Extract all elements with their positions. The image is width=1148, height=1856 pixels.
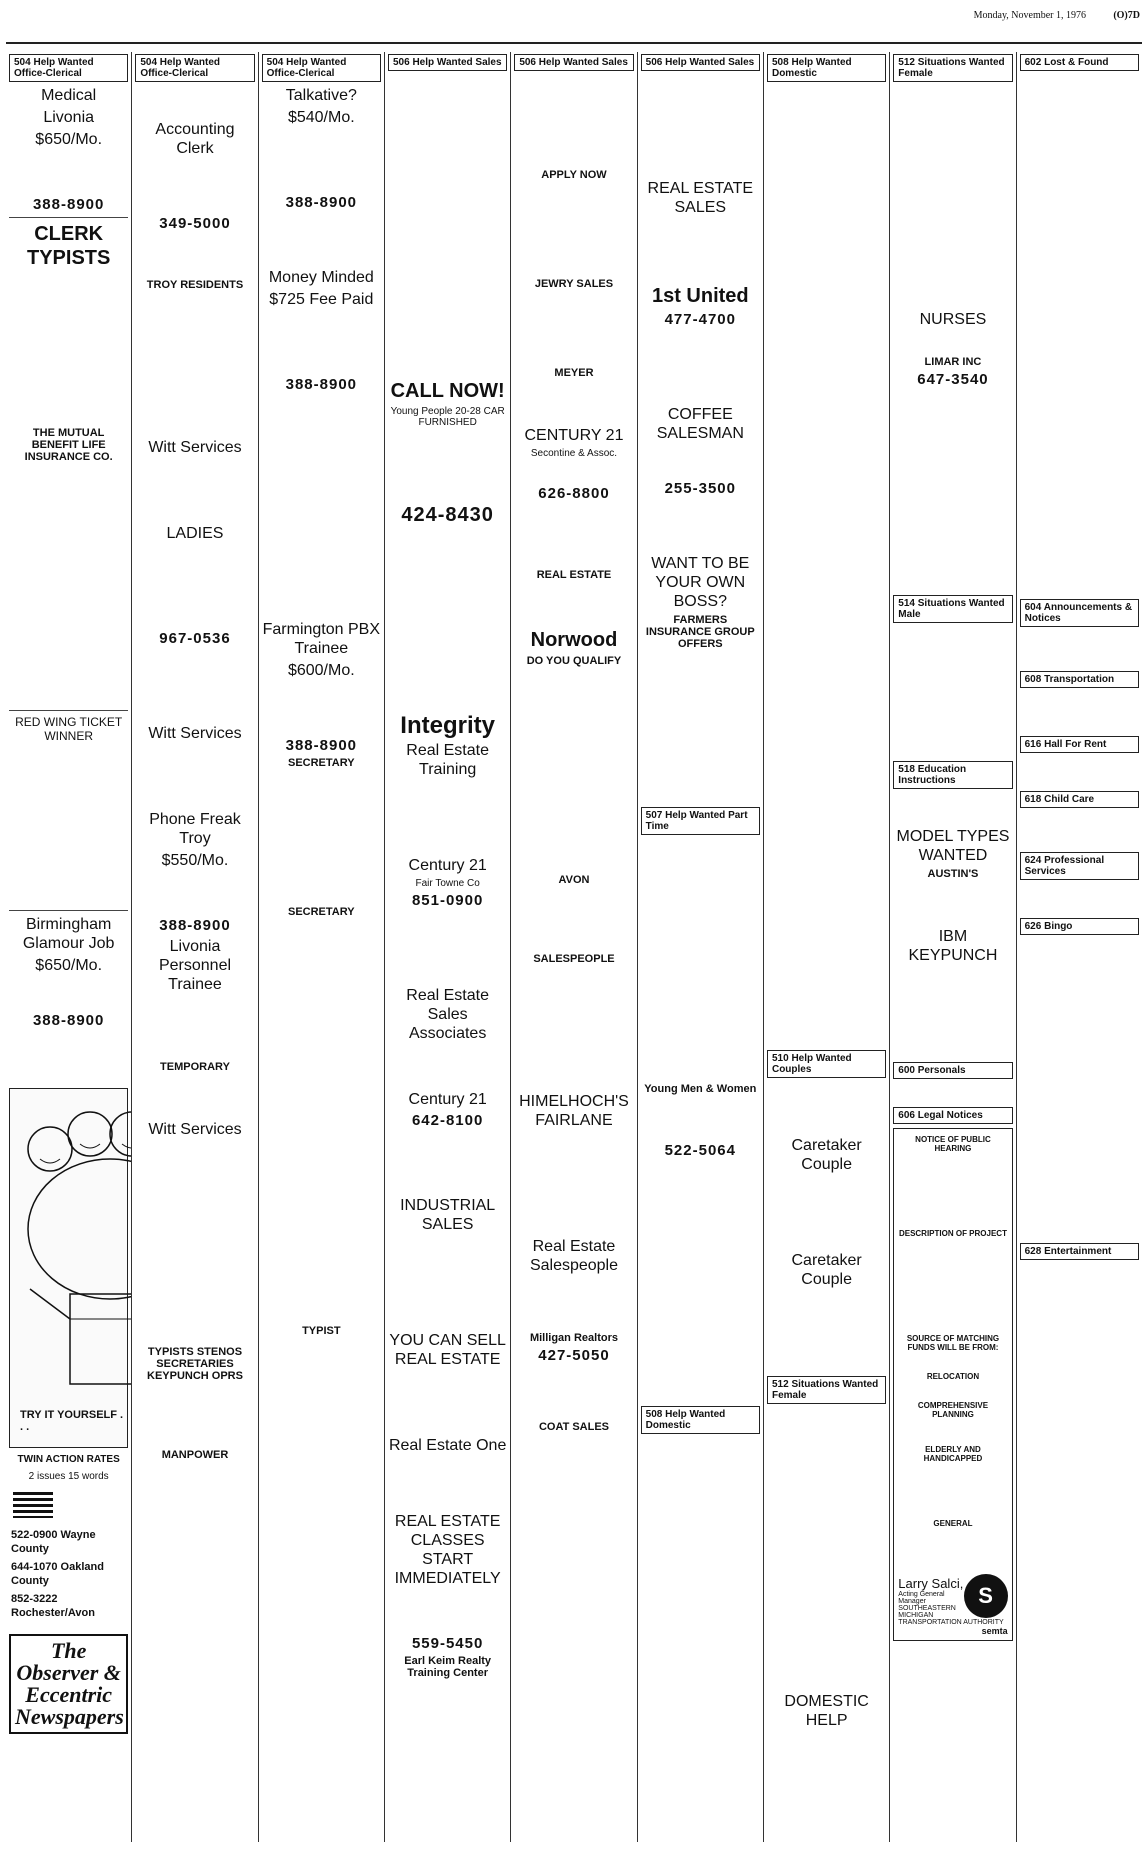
ad-subhead: Fair Towne Co	[415, 878, 480, 889]
ad-fineprint	[135, 650, 254, 720]
ad-fineprint	[898, 1240, 1007, 1330]
ad-headline: YOU CAN SELL REAL ESTATE	[389, 1332, 506, 1368]
ad-firm: MANPOWER	[161, 1449, 229, 1461]
section-number: 506	[519, 57, 536, 68]
ad-fineprint	[135, 1385, 254, 1445]
ad-fineprint	[514, 968, 633, 1088]
ad-fineprint	[135, 294, 254, 434]
ad-firm: REAL ESTATE	[536, 569, 612, 581]
notice-signer-title: Acting General Manager	[898, 1591, 945, 1605]
section-header	[767, 1050, 886, 1078]
ad-firm: THE MUTUAL BENEFIT LIFE INSURANCE CO.	[24, 427, 113, 463]
ad-fineprint	[9, 152, 128, 192]
illustration-caption: TRY IT YOURSELF . . .	[20, 1409, 124, 1433]
ad-fineprint	[898, 1354, 1007, 1368]
ad-fineprint	[893, 391, 1012, 591]
notice-section: SOURCE OF MATCHING FUNDS WILL BE FROM:	[906, 1334, 1000, 1352]
section-title: Legal Notices	[917, 1110, 983, 1121]
ad-fineprint	[514, 293, 633, 363]
ad-fineprint	[893, 86, 1012, 306]
section-title: Situations Wanted Female	[771, 1379, 879, 1401]
ad-phone: 626-8800	[538, 485, 610, 502]
ad-fineprint	[388, 75, 507, 375]
ad-phone: 642-8100	[411, 1112, 484, 1129]
divider	[9, 710, 128, 711]
ad-fineprint	[893, 793, 1012, 823]
ad-fineprint	[388, 530, 507, 710]
ad-fineprint	[135, 235, 254, 275]
ad-fineprint	[767, 1177, 886, 1247]
ad-phone: 851-0900	[411, 892, 484, 909]
ad-firm: LIMAR INC	[924, 356, 982, 368]
ad-fineprint	[135, 873, 254, 913]
section-number: 508	[645, 1409, 663, 1420]
ad-fineprint	[767, 1733, 886, 1793]
ad-headline: COFFEE SALESMAN	[656, 406, 744, 442]
ad-fineprint	[388, 1046, 507, 1086]
ad-fineprint	[898, 1530, 1007, 1570]
ad-pay: $550/Mo.	[161, 852, 229, 869]
ad-phone: 388-8900	[285, 194, 358, 211]
ad-pay: $725 Fee Paid	[269, 291, 374, 308]
ad-fineprint	[388, 782, 507, 852]
section-number: 506	[645, 57, 663, 68]
ad-phone: 255-3500	[664, 480, 736, 497]
section-number: 628	[1024, 1246, 1042, 1257]
ad-firm: AVON	[558, 874, 590, 886]
ad-fineprint	[641, 1438, 760, 1838]
ad-firm: DO YOU QUALIFY	[526, 655, 622, 667]
ad-firm: Young Men & Women	[644, 1083, 757, 1095]
ad-fineprint	[1020, 1264, 1139, 1344]
contact-rochester: 852-3222 Rochester/Avon	[11, 1593, 95, 1619]
ad-firm: COAT SALES	[538, 1421, 610, 1433]
section-title: Announcements & Notices	[1024, 602, 1133, 624]
ad-headline: Norwood	[530, 629, 618, 651]
ad-fineprint	[641, 331, 760, 401]
ad-fineprint	[898, 1465, 1007, 1515]
ad-headline: INDUSTRIAL SALES	[400, 1197, 496, 1233]
ad-fineprint	[893, 1083, 1012, 1103]
ad-firm: TEMPORARY	[160, 1061, 230, 1073]
ad-headline: CENTURY 21	[524, 427, 624, 444]
ad-phone: 477-4700	[664, 311, 736, 328]
column-4	[385, 52, 511, 1842]
classified-columns	[6, 52, 1142, 1842]
section-number: 504	[14, 57, 31, 68]
ad-fineprint	[767, 1082, 886, 1132]
ad-headline: Century 21	[408, 857, 487, 874]
section-header	[1020, 1243, 1139, 1260]
column-6	[638, 52, 764, 1842]
section-title: Help Wanted Office-Clerical	[266, 57, 347, 79]
ad-fineprint	[514, 1133, 633, 1233]
ad-fineprint	[641, 75, 760, 175]
section-number: 504	[266, 57, 284, 68]
section-number: 514	[898, 598, 915, 609]
ad-headline: Real Estate Sales Associates	[406, 987, 489, 1042]
ad-fineprint	[9, 978, 128, 1008]
section-header	[135, 54, 254, 82]
ad-fineprint	[641, 446, 760, 476]
ad-subhead: Secontine & Assoc.	[530, 448, 618, 459]
section-title: Help Wanted Domestic	[771, 57, 852, 79]
section-title: Lost & Found	[1044, 57, 1109, 68]
section-header	[1020, 54, 1139, 71]
ad-firm: TROY RESIDENTS	[146, 279, 244, 291]
ad-fineprint	[9, 746, 128, 906]
ad-fineprint	[262, 921, 381, 1321]
ad-fineprint	[388, 1458, 507, 1508]
ad-subhead: Young People 20-28 CAR FURNISHED	[390, 406, 505, 428]
ad-fineprint	[135, 161, 254, 211]
ad-fineprint	[898, 1421, 1007, 1441]
page-date: Monday, November 1, 1976	[973, 10, 1086, 21]
section-title: Help Wanted Part Time	[645, 810, 748, 832]
section-number: 504	[140, 57, 158, 68]
section-title: Transportation	[1044, 674, 1115, 685]
ad-fineprint	[135, 1076, 254, 1116]
section-number: 508	[771, 57, 789, 68]
section-number: 518	[898, 764, 915, 775]
section-title: Situations Wanted Male	[898, 598, 1005, 620]
ad-fineprint	[135, 997, 254, 1057]
ad-headline: Real Estate One	[388, 1437, 507, 1454]
ad-headline: LADIES	[166, 525, 224, 542]
ad-fineprint	[1020, 692, 1139, 732]
newspaper-page	[6, 4, 1142, 1852]
page-header	[6, 4, 1142, 44]
section-title: Education Instructions	[898, 764, 967, 786]
ad-firm: Milligan Realtors	[529, 1332, 618, 1344]
ad-fineprint	[9, 1032, 128, 1082]
ad-fineprint	[514, 584, 633, 624]
section-number: 624	[1024, 855, 1042, 866]
ad-phone: 647-3540	[917, 371, 989, 388]
ad-fineprint	[135, 86, 254, 116]
section-header	[893, 54, 1012, 82]
ad-headline: Integrity	[400, 712, 495, 739]
cartoon-faces-illustration	[10, 1089, 132, 1429]
ad-fineprint	[514, 505, 633, 565]
ad-headline: Caretaker Couple	[791, 1252, 862, 1288]
ad-headline: REAL ESTATE SALES	[647, 180, 754, 216]
ad-fineprint	[135, 746, 254, 806]
notice-section: ELDERLY AND HANDICAPPED	[923, 1445, 983, 1463]
ad-headline: Witt Services	[148, 1121, 242, 1138]
ad-firm: SECRETARY	[288, 906, 355, 918]
ad-fineprint	[514, 1367, 633, 1417]
ad-phone: 388-8900	[285, 376, 358, 393]
ad-headline: WANT TO BE YOUR OWN BOSS?	[651, 555, 750, 610]
rates-title: TWIN ACTION RATES	[17, 1454, 120, 1465]
ad-firm: AUSTIN'S	[927, 868, 979, 880]
ad-firm: TYPISTS STENOS SECRETARIES KEYPUNCH OPRS	[147, 1346, 243, 1382]
section-number: 506	[392, 57, 410, 68]
ad-fineprint	[641, 1162, 760, 1402]
ad-headline: MODEL TYPES WANTED	[896, 828, 1010, 864]
section-title: Help Wanted Office-Clerical	[14, 57, 94, 79]
ad-pay: $650/Mo.	[35, 131, 103, 148]
ad-fineprint	[893, 332, 1012, 352]
section-title: Entertainment	[1044, 1246, 1112, 1257]
ad-headline: Caretaker Couple	[791, 1137, 862, 1173]
notice-title: NOTICE OF PUBLIC HEARING	[915, 1135, 991, 1153]
ad-headline: REAL ESTATE CLASSES START IMMEDIATELY	[394, 1513, 501, 1587]
ad-fineprint	[767, 86, 886, 1046]
ad-headline: Birmingham Glamour Job	[22, 916, 115, 952]
ad-headline: Real Estate Training	[406, 742, 489, 778]
column-2	[132, 52, 258, 1842]
ad-fineprint	[388, 912, 507, 982]
ad-pay: $650/Mo.	[35, 957, 103, 974]
section-title: Bingo	[1044, 921, 1073, 932]
ad-fineprint	[262, 214, 381, 264]
ad-firm: JEWRY SALES	[534, 278, 614, 290]
rates-sub: 2 issues 15 words	[28, 1471, 109, 1482]
ad-firm: SECRETARY	[288, 757, 355, 769]
ad-fineprint	[514, 75, 633, 165]
ad-headline: NURSES	[919, 311, 987, 328]
section-header	[262, 54, 381, 82]
ad-phone: 388-8900	[159, 917, 231, 934]
column-3	[259, 52, 385, 1842]
section-header	[893, 1107, 1012, 1124]
page-number: (O)7D	[1113, 10, 1140, 21]
ad-fineprint	[514, 382, 633, 422]
ad-fineprint	[388, 1591, 507, 1631]
section-number: 510	[771, 1053, 789, 1064]
notice-section: COMPREHENSIVE PLANNING	[917, 1401, 989, 1419]
ad-headline: IBM KEYPUNCH	[908, 928, 998, 964]
ad-fineprint	[893, 883, 1012, 923]
ad-fineprint	[1020, 75, 1139, 595]
section-header	[893, 595, 1012, 623]
column-1	[6, 52, 132, 1842]
ad-fineprint	[1020, 757, 1139, 787]
section-header	[9, 54, 128, 82]
column-7	[764, 52, 890, 1842]
section-title: Help Wanted Sales	[412, 57, 502, 68]
section-header	[767, 54, 886, 82]
section-header	[1020, 791, 1139, 808]
column-9	[1017, 52, 1142, 1842]
section-title: Professional Services	[1024, 855, 1105, 877]
ad-fineprint	[514, 461, 633, 481]
section-header	[641, 807, 760, 835]
ad-fineprint	[641, 653, 760, 803]
ad-fineprint	[135, 460, 254, 520]
stripes-icon	[13, 1492, 53, 1518]
ad-fineprint	[135, 546, 254, 626]
ad-fineprint	[514, 889, 633, 949]
legal-notice	[893, 1128, 1012, 1641]
ad-fineprint	[262, 772, 381, 902]
semta-logo-text: semta	[981, 1626, 1008, 1636]
ad-headline: Talkative?	[285, 87, 357, 104]
ad-phone: 388-8900	[32, 1012, 105, 1029]
ad-fineprint	[262, 1340, 381, 1600]
ad-fineprint	[641, 839, 760, 1079]
contact-oakland: 644-1070 Oakland County	[11, 1561, 104, 1587]
ad-phone: 522-5064	[664, 1142, 736, 1159]
ad-fineprint	[262, 396, 381, 616]
section-number: 626	[1024, 921, 1042, 932]
section-header	[1020, 852, 1139, 880]
ad-fineprint	[388, 1237, 507, 1327]
section-header	[893, 1062, 1012, 1079]
ad-fineprint	[262, 130, 381, 190]
section-title: Help Wanted Couples	[771, 1053, 852, 1075]
ad-phone: 427-5050	[538, 1347, 610, 1364]
ad-fineprint	[388, 1132, 507, 1192]
ad-phone: 559-5450	[411, 1635, 484, 1652]
ad-firm: FARMERS INSURANCE GROUP OFFERS	[645, 614, 755, 650]
ad-fineprint	[767, 1292, 886, 1372]
section-header	[1020, 918, 1139, 935]
ad-fineprint	[9, 466, 128, 706]
ad-firm: TYPIST	[302, 1325, 341, 1337]
notice-section: GENERAL	[933, 1519, 973, 1528]
ad-firm: RED WING TICKET WINNER	[15, 715, 123, 743]
ad-phone: 349-5000	[159, 215, 231, 232]
section-title: Help Wanted Sales	[538, 57, 628, 68]
ad-headline: DOMESTIC HELP	[784, 1693, 869, 1729]
section-title: Help Wanted Sales	[665, 57, 755, 68]
ad-fineprint	[1020, 631, 1139, 667]
ad-headline: Witt Services	[148, 725, 242, 742]
ad-fineprint	[767, 1408, 886, 1688]
ad-firm: APPLY NOW	[541, 169, 607, 181]
ad-fineprint	[641, 220, 760, 280]
ad-headline: Century 21	[408, 1091, 487, 1108]
ad-fineprint	[1020, 939, 1139, 1239]
section-title: Situations Wanted Female	[898, 57, 1005, 79]
section-header	[1020, 671, 1139, 688]
semta-logo-icon: S	[964, 1574, 1008, 1618]
section-number: 507	[645, 810, 663, 821]
ad-headline: HIMELHOCH'S FAIRLANE	[519, 1093, 629, 1129]
ad-fineprint	[1020, 884, 1139, 914]
ad-fineprint	[388, 430, 507, 500]
ad-headline: Phone Freak Troy	[149, 811, 241, 847]
ad-fineprint	[135, 1464, 254, 1544]
column-8	[890, 52, 1016, 1842]
ad-fineprint	[898, 1383, 1007, 1397]
section-header	[514, 54, 633, 71]
ad-fineprint	[514, 1436, 633, 1496]
section-header	[641, 54, 760, 71]
ad-headline: 1st United	[651, 285, 749, 307]
section-title: Child Care	[1044, 794, 1095, 805]
ad-headline: Real Estate Salespeople	[529, 1238, 619, 1274]
section-number: 616	[1024, 739, 1042, 750]
ad-fineprint	[893, 968, 1012, 1058]
ad-fineprint	[1020, 812, 1139, 848]
ad-headline: Witt Services	[148, 439, 242, 456]
section-number: 512	[771, 1379, 789, 1390]
ad-headline: CLERK TYPISTS	[26, 223, 111, 269]
section-title: Help Wanted Office-Clerical	[140, 57, 220, 79]
ad-pay: $600/Mo.	[287, 662, 355, 679]
section-number: 606	[898, 1110, 915, 1121]
notice-signer: Larry Salci,	[898, 1576, 964, 1591]
ad-phone: 967-0536	[159, 630, 231, 647]
ad-fineprint	[135, 1142, 254, 1342]
ad-headline: Farmington PBX Trainee	[262, 621, 381, 657]
section-number: 602	[1024, 57, 1042, 68]
ad-headline: Money Minded	[268, 269, 374, 286]
ad-fineprint	[262, 312, 381, 372]
ad-phone: 388-8900	[285, 737, 358, 754]
ad-fineprint	[262, 683, 381, 733]
column-5	[511, 52, 637, 1842]
section-header	[388, 54, 507, 71]
section-number: 512	[898, 57, 915, 68]
section-title: Personals	[917, 1065, 966, 1076]
newspaper-masthead: The Observer & Eccentric Newspapers	[9, 1634, 128, 1734]
section-number: 604	[1024, 602, 1042, 613]
ad-fineprint	[898, 1155, 1007, 1225]
section-title: Help Wanted Domestic	[645, 1409, 726, 1431]
ad-fineprint	[641, 500, 760, 550]
section-number: 600	[898, 1065, 915, 1076]
ad-firm: Earl Keim Realty Training Center	[404, 1655, 492, 1679]
section-header	[767, 1376, 886, 1404]
ad-headline: CALL NOW!	[390, 380, 505, 402]
contact-wayne: 522-0900 Wayne County	[11, 1529, 96, 1555]
ad-fineprint	[893, 627, 1012, 757]
section-header	[893, 761, 1012, 789]
section-number: 618	[1024, 794, 1042, 805]
ad-headline: Accounting Clerk	[155, 121, 235, 157]
ad-phone: 388-8900	[32, 196, 105, 213]
section-number: 608	[1024, 674, 1042, 685]
notice-section: RELOCATION	[926, 1372, 980, 1381]
section-title: Hall For Rent	[1044, 739, 1107, 750]
ad-phone: 424-8430	[401, 504, 494, 526]
ad-firm: SALESPEOPLE	[533, 953, 615, 965]
notice-org: SOUTHEASTERN MICHIGAN TRANSPORTATION AUTHORITY	[898, 1605, 1004, 1626]
section-header	[1020, 736, 1139, 753]
section-header	[1020, 599, 1139, 627]
notice-section: DESCRIPTION OF PROJECT	[898, 1229, 1007, 1238]
ad-subhead: Livonia	[43, 109, 95, 126]
promo-illustration	[9, 1088, 128, 1448]
ad-fineprint	[9, 273, 128, 423]
divider	[9, 910, 128, 911]
ad-fineprint	[641, 1098, 760, 1138]
ad-fineprint	[514, 670, 633, 870]
ad-headline: Livonia Personnel Trainee	[158, 938, 232, 993]
ad-fineprint	[388, 1372, 507, 1432]
ad-fineprint	[514, 1278, 633, 1328]
section-header	[641, 1406, 760, 1434]
ad-fineprint	[514, 184, 633, 274]
ad-firm: MEYER	[554, 367, 594, 379]
ad-pay: $540/Mo.	[287, 109, 355, 126]
ad-headline: Medical	[41, 87, 97, 104]
divider	[9, 217, 128, 218]
